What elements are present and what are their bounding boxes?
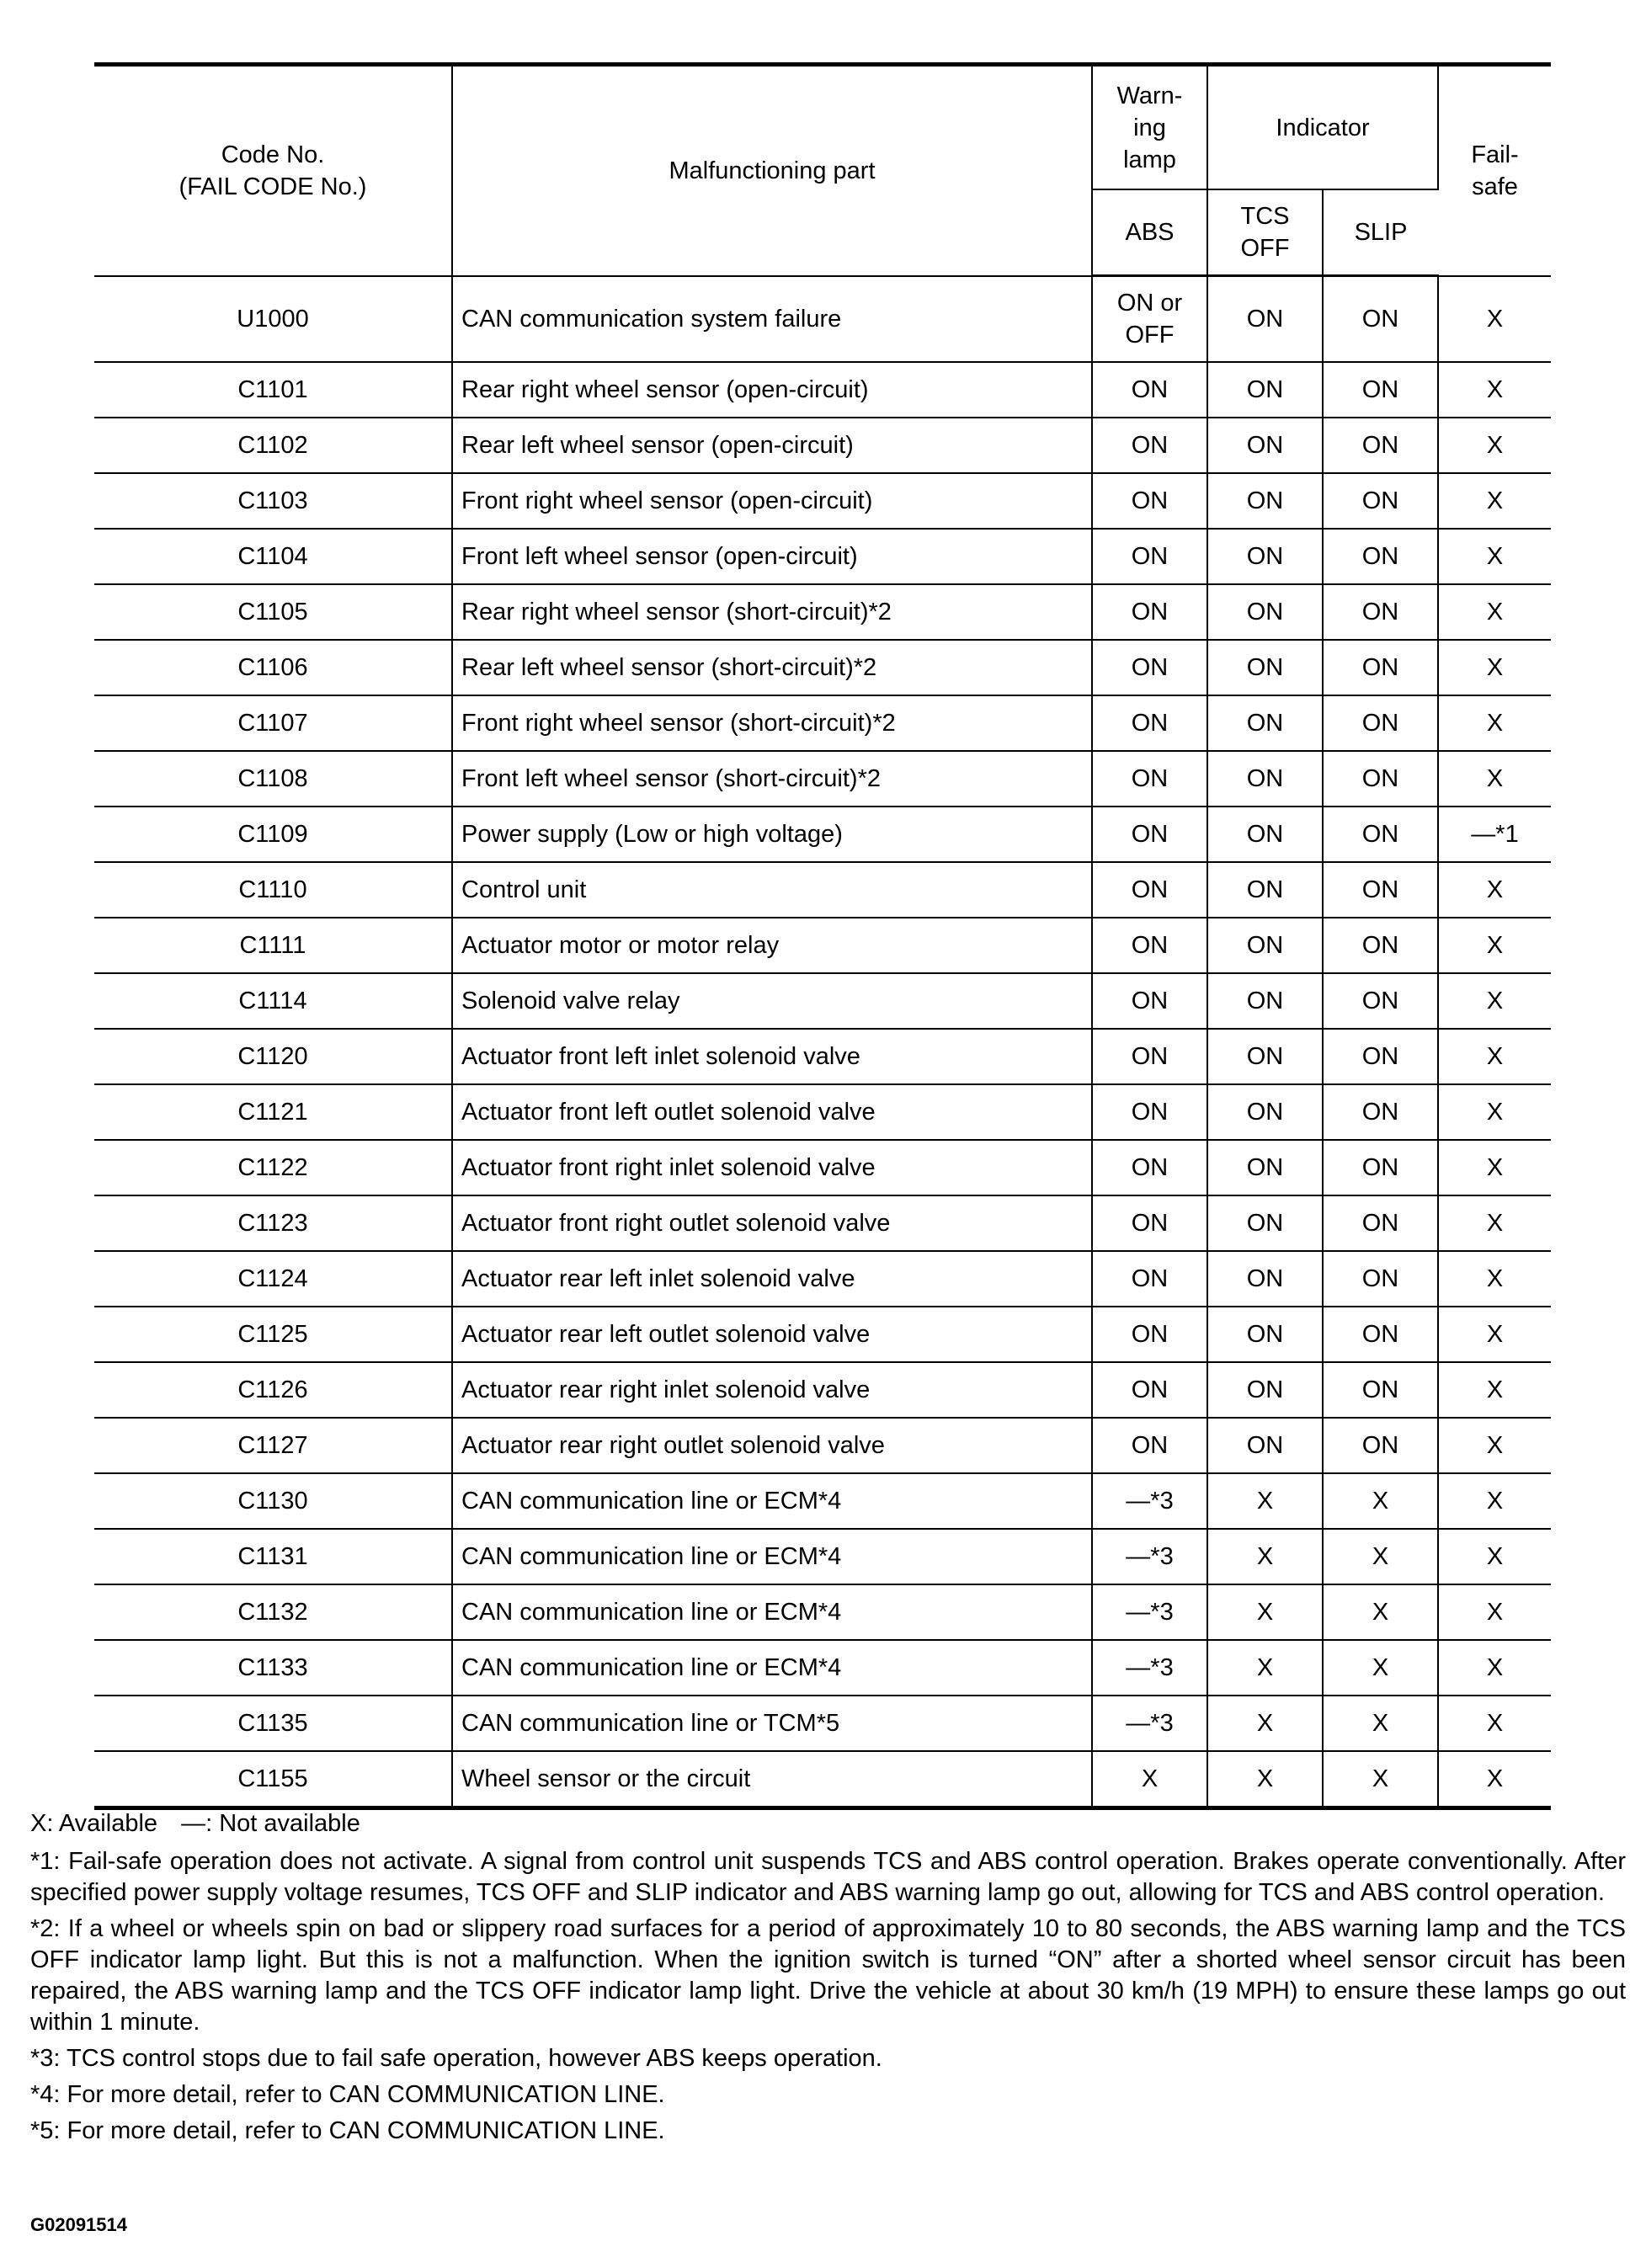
slip-cell: ON (1323, 584, 1438, 640)
slip-cell: X (1323, 1696, 1438, 1751)
tcs-off-cell: ON (1207, 1307, 1323, 1362)
slip-cell: ON (1323, 807, 1438, 862)
fail-safe-cell: —*1 (1438, 807, 1551, 862)
part-cell: Front right wheel sensor (short-circuit)*2 (452, 695, 1092, 751)
fail-safe-cell: X (1438, 529, 1551, 584)
figure-id: G02091514 (30, 2214, 127, 2235)
abs-cell: ON or OFF (1092, 276, 1207, 363)
fail-code-table-wrapper (94, 62, 1551, 1810)
code-cell: C1105 (94, 584, 452, 640)
fail-safe-cell: X (1438, 473, 1551, 529)
tcs-off-cell: X (1207, 1529, 1323, 1584)
fail-safe-cell: X (1438, 1251, 1551, 1307)
table-row (94, 1251, 1551, 1307)
code-cell: C1122 (94, 1140, 452, 1195)
tcs-off-cell: ON (1207, 695, 1323, 751)
abs-cell: ON (1092, 807, 1207, 862)
slip-cell: ON (1323, 529, 1438, 584)
abs-cell: ON (1092, 529, 1207, 584)
code-cell: C1101 (94, 362, 452, 418)
table-row (94, 807, 1551, 862)
code-cell: C1123 (94, 1195, 452, 1251)
tcs-off-cell: ON (1207, 1362, 1323, 1418)
abs-cell: ON (1092, 695, 1207, 751)
fail-code-table (94, 62, 1551, 1810)
header-slip: SLIP (1323, 189, 1438, 276)
tcs-off-cell: ON (1207, 1140, 1323, 1195)
table-row (94, 640, 1551, 695)
code-cell: C1106 (94, 640, 452, 695)
abs-cell: X (1092, 1751, 1207, 1808)
abs-cell: ON (1092, 1084, 1207, 1140)
slip-cell: X (1323, 1473, 1438, 1529)
table-row (94, 1584, 1551, 1640)
slip-cell: ON (1323, 1418, 1438, 1473)
part-cell: Rear left wheel sensor (short-circuit)*2 (452, 640, 1092, 695)
part-cell: Wheel sensor or the circuit (452, 1751, 1092, 1808)
fail-safe-cell: X (1438, 1140, 1551, 1195)
table-row (94, 1751, 1551, 1808)
table-row (94, 418, 1551, 473)
slip-cell: ON (1323, 751, 1438, 807)
header-indicator: Indicator (1207, 65, 1438, 190)
tcs-off-cell: ON (1207, 1084, 1323, 1140)
code-cell: C1110 (94, 862, 452, 918)
table-row (94, 362, 1551, 418)
tcs-off-cell: ON (1207, 1029, 1323, 1084)
tcs-off-cell: ON (1207, 276, 1323, 363)
part-cell: Actuator rear left inlet solenoid valve (452, 1251, 1092, 1307)
part-cell: Actuator rear right inlet solenoid valve (452, 1362, 1092, 1418)
abs-cell: ON (1092, 473, 1207, 529)
slip-cell: ON (1323, 418, 1438, 473)
slip-cell: X (1323, 1751, 1438, 1808)
abs-cell: —*3 (1092, 1584, 1207, 1640)
fail-safe-cell: X (1438, 973, 1551, 1029)
code-cell: C1108 (94, 751, 452, 807)
code-cell: C1109 (94, 807, 452, 862)
part-cell: Actuator front left inlet solenoid valve (452, 1029, 1092, 1084)
table-row (94, 584, 1551, 640)
fail-safe-cell: X (1438, 584, 1551, 640)
table-row (94, 751, 1551, 807)
slip-cell: ON (1323, 695, 1438, 751)
table-row (94, 862, 1551, 918)
table-row (94, 1029, 1551, 1084)
fail-safe-cell: X (1438, 1418, 1551, 1473)
part-cell: Front left wheel sensor (short-circuit)*2 (452, 751, 1092, 807)
tcs-off-cell: ON (1207, 1251, 1323, 1307)
code-cell: C1103 (94, 473, 452, 529)
abs-cell: ON (1092, 862, 1207, 918)
abs-cell: —*3 (1092, 1473, 1207, 1529)
code-cell: C1127 (94, 1418, 452, 1473)
fail-safe-cell: X (1438, 862, 1551, 918)
abs-cell: ON (1092, 751, 1207, 807)
part-cell: Rear right wheel sensor (short-circuit)*2 (452, 584, 1092, 640)
part-cell: Actuator front right inlet solenoid valve (452, 1140, 1092, 1195)
legend-available: X: Available (30, 1810, 158, 1837)
part-cell: CAN communication line or ECM*4 (452, 1473, 1092, 1529)
code-cell: C1124 (94, 1251, 452, 1307)
code-cell: C1130 (94, 1473, 452, 1529)
slip-cell: X (1323, 1584, 1438, 1640)
fail-safe-cell: X (1438, 918, 1551, 973)
tcs-off-cell: X (1207, 1696, 1323, 1751)
header-malfunctioning-part: Malfunctioning part (452, 65, 1092, 276)
slip-cell: ON (1323, 862, 1438, 918)
slip-cell: ON (1323, 1362, 1438, 1418)
tcs-off-cell: ON (1207, 640, 1323, 695)
code-cell: C1114 (94, 973, 452, 1029)
header-abs: ABS (1092, 189, 1207, 276)
slip-cell: ON (1323, 473, 1438, 529)
notes-section (30, 1808, 1626, 2152)
part-cell: Actuator motor or motor relay (452, 918, 1092, 973)
part-cell: Rear left wheel sensor (open-circuit) (452, 418, 1092, 473)
slip-cell: ON (1323, 640, 1438, 695)
fail-safe-cell: X (1438, 1473, 1551, 1529)
table-row (94, 1307, 1551, 1362)
code-cell: C1104 (94, 529, 452, 584)
abs-cell: ON (1092, 640, 1207, 695)
header-code-no: Code No. (FAIL CODE No.) (94, 65, 452, 276)
slip-cell: ON (1323, 1195, 1438, 1251)
table-row (94, 276, 1551, 363)
abs-cell: ON (1092, 1362, 1207, 1418)
tcs-off-cell: ON (1207, 418, 1323, 473)
table-row (94, 473, 1551, 529)
part-cell: CAN communication line or ECM*4 (452, 1529, 1092, 1584)
note-4: *4: For more detail, refer to CAN COMMUNICATION LINE. (30, 2081, 665, 2108)
table-row (94, 1195, 1551, 1251)
abs-cell: ON (1092, 1195, 1207, 1251)
table-row (94, 1418, 1551, 1473)
tcs-off-cell: ON (1207, 973, 1323, 1029)
table-row (94, 1140, 1551, 1195)
part-cell: Front right wheel sensor (open-circuit) (452, 473, 1092, 529)
abs-cell: ON (1092, 918, 1207, 973)
tcs-off-cell: ON (1207, 918, 1323, 973)
part-cell: Power supply (Low or high voltage) (452, 807, 1092, 862)
tcs-off-cell: X (1207, 1473, 1323, 1529)
table-row (94, 918, 1551, 973)
fail-safe-cell: X (1438, 1307, 1551, 1362)
part-cell: Rear right wheel sensor (open-circuit) (452, 362, 1092, 418)
tcs-off-cell: ON (1207, 584, 1323, 640)
slip-cell: ON (1323, 973, 1438, 1029)
slip-cell: ON (1323, 1307, 1438, 1362)
part-cell: Actuator front left outlet solenoid valve (452, 1084, 1092, 1140)
table-row (94, 1362, 1551, 1418)
code-cell: C1135 (94, 1696, 452, 1751)
legend-not-available: —: Not available (181, 1810, 360, 1837)
abs-cell: —*3 (1092, 1640, 1207, 1696)
tcs-off-cell: ON (1207, 1418, 1323, 1473)
tcs-off-cell: ON (1207, 473, 1323, 529)
slip-cell: ON (1323, 1140, 1438, 1195)
fail-safe-cell: X (1438, 1640, 1551, 1696)
slip-cell: ON (1323, 1029, 1438, 1084)
slip-cell: X (1323, 1640, 1438, 1696)
tcs-off-cell: X (1207, 1751, 1323, 1808)
part-cell: CAN communication line or ECM*4 (452, 1584, 1092, 1640)
code-cell: C1126 (94, 1362, 452, 1418)
fail-safe-cell: X (1438, 276, 1551, 363)
abs-cell: —*3 (1092, 1529, 1207, 1584)
tcs-off-cell: ON (1207, 1195, 1323, 1251)
tcs-off-cell: ON (1207, 529, 1323, 584)
code-cell: C1132 (94, 1584, 452, 1640)
code-cell: C1155 (94, 1751, 452, 1808)
table-row (94, 1473, 1551, 1529)
table-row (94, 1640, 1551, 1696)
abs-cell: ON (1092, 418, 1207, 473)
abs-cell: ON (1092, 1029, 1207, 1084)
table-row (94, 695, 1551, 751)
slip-cell: ON (1323, 918, 1438, 973)
code-cell: C1131 (94, 1529, 452, 1584)
table-row (94, 973, 1551, 1029)
note-2: *2: If a wheel or wheels spin on bad or slippery road surfaces for a period of approximately 10 to 80 seconds, the ABS warning lamp and the TCS OFF indicator lamp light. But this is not a malfunction. When the ignition switch is turned “ON” after a shorted wheel sensor circuit has been repaired, the ABS warning lamp and the TCS OFF indicator lamp light. Drive the vehicle at about 30 km/h (19 MPH) to ensure these lamps go out within 1 minute. (30, 1915, 1626, 2036)
abs-cell: ON (1092, 1418, 1207, 1473)
table-row (94, 1529, 1551, 1584)
tcs-off-cell: ON (1207, 362, 1323, 418)
tcs-off-cell: X (1207, 1584, 1323, 1640)
code-cell: C1102 (94, 418, 452, 473)
abs-cell: —*3 (1092, 1696, 1207, 1751)
legend (30, 1808, 1626, 1839)
tcs-off-cell: ON (1207, 862, 1323, 918)
fail-safe-cell: X (1438, 640, 1551, 695)
fail-safe-cell: X (1438, 1084, 1551, 1140)
part-cell: Actuator rear left outlet solenoid valve (452, 1307, 1092, 1362)
code-cell: C1111 (94, 918, 452, 973)
fail-safe-cell: X (1438, 1751, 1551, 1808)
tcs-off-cell: X (1207, 1640, 1323, 1696)
fail-safe-cell: X (1438, 418, 1551, 473)
note-1: *1: Fail-safe operation does not activate. A signal from control unit suspends TCS and ABS control operation. Brakes operate conventionally. After specified power supply voltage resumes, TCS OFF and SLIP indicator and ABS warning lamp go out, allowing for TCS and ABS control operation. (30, 1848, 1626, 1906)
fail-safe-cell: X (1438, 751, 1551, 807)
part-cell: Actuator front right outlet solenoid valve (452, 1195, 1092, 1251)
header-tcs-off: TCS OFF (1207, 189, 1323, 276)
header-fail-safe: Fail- safe (1438, 65, 1551, 276)
fail-safe-cell: X (1438, 1584, 1551, 1640)
note-3: *3: TCS control stops due to fail safe operation, however ABS keeps operation. (30, 2045, 882, 2072)
slip-cell: X (1323, 1529, 1438, 1584)
part-cell: Control unit (452, 862, 1092, 918)
header-warning-lamp: Warn- ing lamp (1092, 65, 1207, 190)
fail-safe-cell: X (1438, 1195, 1551, 1251)
slip-cell: ON (1323, 276, 1438, 363)
fail-safe-cell: X (1438, 695, 1551, 751)
table-header-row-1 (94, 65, 1551, 190)
tcs-off-cell: ON (1207, 807, 1323, 862)
table-row (94, 1696, 1551, 1751)
table-row (94, 1084, 1551, 1140)
tcs-off-cell: ON (1207, 751, 1323, 807)
code-cell: U1000 (94, 276, 452, 363)
part-cell: CAN communication system failure (452, 276, 1092, 363)
slip-cell: ON (1323, 1251, 1438, 1307)
code-cell: C1107 (94, 695, 452, 751)
part-cell: CAN communication line or TCM*5 (452, 1696, 1092, 1751)
fail-safe-cell: X (1438, 1529, 1551, 1584)
fail-safe-cell: X (1438, 362, 1551, 418)
table-body (94, 276, 1551, 1808)
fail-safe-cell: X (1438, 1362, 1551, 1418)
part-cell: Solenoid valve relay (452, 973, 1092, 1029)
abs-cell: ON (1092, 584, 1207, 640)
code-cell: C1125 (94, 1307, 452, 1362)
abs-cell: ON (1092, 362, 1207, 418)
table-row (94, 529, 1551, 584)
abs-cell: ON (1092, 1140, 1207, 1195)
abs-cell: ON (1092, 1307, 1207, 1362)
code-cell: C1121 (94, 1084, 452, 1140)
fail-safe-cell: X (1438, 1029, 1551, 1084)
part-cell: Actuator rear right outlet solenoid valve (452, 1418, 1092, 1473)
slip-cell: ON (1323, 1084, 1438, 1140)
slip-cell: ON (1323, 362, 1438, 418)
part-cell: CAN communication line or ECM*4 (452, 1640, 1092, 1696)
code-cell: C1120 (94, 1029, 452, 1084)
note-5: *5: For more detail, refer to CAN COMMUNICATION LINE. (30, 2117, 665, 2144)
part-cell: Front left wheel sensor (open-circuit) (452, 529, 1092, 584)
fail-safe-cell: X (1438, 1696, 1551, 1751)
abs-cell: ON (1092, 973, 1207, 1029)
code-cell: C1133 (94, 1640, 452, 1696)
abs-cell: ON (1092, 1251, 1207, 1307)
